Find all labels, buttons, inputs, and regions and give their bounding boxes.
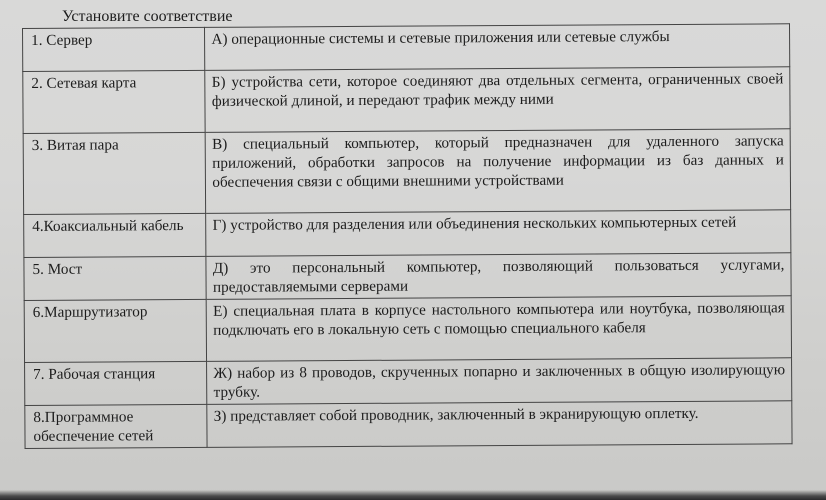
table-row — [24, 253, 791, 301]
term-cell: 7. Рабочая станция — [25, 361, 208, 405]
task-heading: Установите соответствие — [62, 8, 233, 25]
table-row — [23, 129, 790, 215]
term-cell: 5. Мост — [24, 256, 207, 300]
term-cell: 2. Сетевая карта — [23, 70, 206, 133]
definition-cell: А) операционные системы и сетевые приложения или сетевые службы — [205, 24, 790, 71]
definition-cell: Г) устройство для разделения или объединения нескольких компьютерных сетей — [206, 210, 791, 257]
table-row — [25, 358, 792, 406]
definition-cell: Ж) набор из 8 проводов, скрученных попарно и заключенных в общую изолирующую трубку. — [207, 358, 792, 405]
term-cell: 8.Программное обеспечение сетей — [25, 404, 208, 448]
term-cell: 4.Коаксиальный кабель — [24, 213, 207, 257]
matching-table — [22, 23, 793, 449]
table-row — [25, 401, 792, 449]
term-cell: 6.Маршрутизатор — [24, 299, 207, 362]
term-cell: 1. Сервер — [23, 27, 206, 71]
table-row — [24, 210, 791, 258]
photo-bottom-edge — [0, 490, 826, 500]
table-row — [24, 296, 791, 363]
table-row — [23, 67, 790, 134]
table-row — [23, 24, 790, 72]
definition-cell: З) представляет собой проводник, заключенный в экранирующую оплетку. — [207, 401, 792, 448]
definition-cell: В) специальный компьютер, который предназначен для удаленного запуска приложений, обработки запросов на получение информации из баз данных и обеспечения связи с общими внешними устройствами — [206, 129, 791, 214]
definition-cell: Д) это персональный компьютер, позволяющий пользоваться услугами, предоставляемыми серверами — [206, 253, 791, 300]
term-cell: 3. Витая пара — [23, 132, 206, 214]
definition-cell: Б) устройства сети, которое соединяют два отдельных сегмента, ограниченных своей физической длиной, и передают трафик между ними — [205, 67, 790, 133]
definition-cell: Е) специальная плата в корпусе настольного компьютера или ноутбука, позволяющая подключать его в локальную сеть с помощью специального кабеля — [207, 296, 792, 362]
